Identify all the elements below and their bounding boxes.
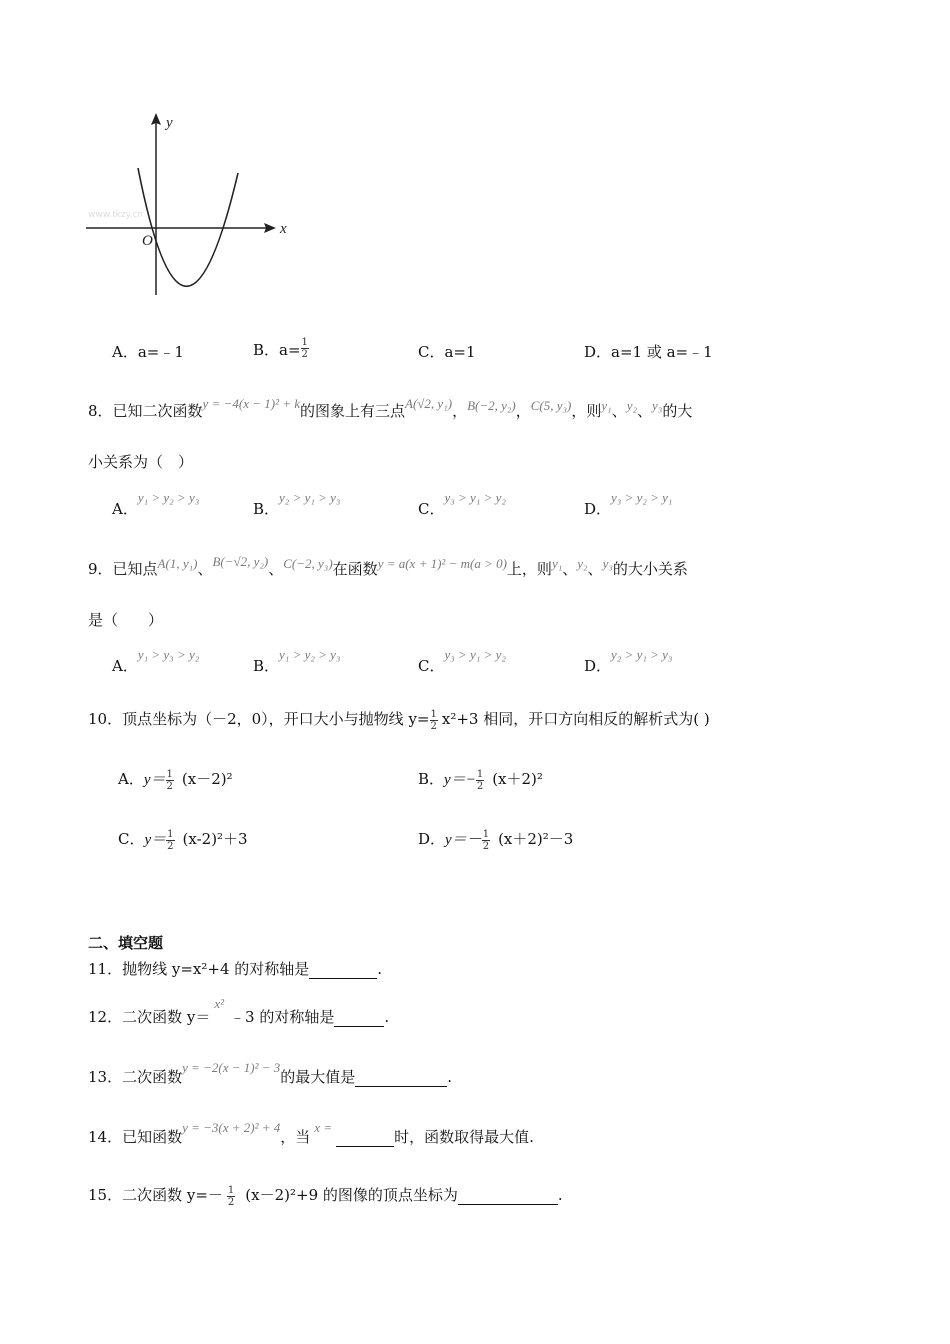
q10-suffix: x²+3 相同，开口方向相反的解析式为( ) bbox=[441, 710, 710, 728]
q7-option-d[interactable]: D．a=1 或 a=﹣1 bbox=[584, 343, 713, 361]
q8-suffix: 的大 bbox=[662, 402, 693, 420]
q8-option-a-label: A． bbox=[112, 500, 138, 518]
q9-y1: y₁ bbox=[551, 556, 563, 571]
q7-option-b[interactable] bbox=[253, 337, 309, 360]
question-12 bbox=[88, 996, 390, 1027]
q11-end: . bbox=[377, 960, 383, 978]
q8-y3: y₃ bbox=[652, 398, 663, 413]
q14-x-equals: x = bbox=[314, 1120, 333, 1135]
q8-option-c-label: C． bbox=[418, 500, 445, 518]
q15-suffix: (x－2)²+9 的图像的顶点坐标为 bbox=[245, 1186, 458, 1204]
q9-point-c: C(−2, y₃) bbox=[283, 556, 333, 571]
q11-text: 11．抛物线 y=x²+4 的对称轴是 bbox=[88, 960, 310, 978]
q9-option-a[interactable] bbox=[112, 647, 200, 676]
question-14 bbox=[88, 1120, 534, 1147]
q9-sep-1: 、 bbox=[562, 560, 578, 578]
q10-option-c[interactable] bbox=[118, 828, 248, 852]
parabola-figure bbox=[80, 105, 300, 300]
q7-option-c[interactable]: C．a=1 bbox=[418, 343, 476, 361]
q12-prefix: 12．二次函数 y＝ bbox=[88, 1008, 211, 1026]
q9-option-c-expr: y₃ > y₁ > y₂ bbox=[444, 647, 506, 662]
q9-option-d[interactable] bbox=[584, 647, 673, 676]
q10-option-c-label: C． bbox=[118, 830, 145, 848]
q9-y2: y₂ bbox=[577, 556, 588, 571]
q8-option-c-expr: y₃ > y₁ > y₂ bbox=[444, 490, 506, 505]
q7-option-b-fraction: $\frac{1}{2}$ bbox=[301, 337, 308, 360]
q8-sep-2: 、 bbox=[637, 402, 653, 420]
q12-answer-blank[interactable] bbox=[334, 1008, 384, 1027]
question-9: 9．已知点A(1, y₁)、B(−√2, y₂)、C(−2, y₃)在函数y = a(x + 1)² − m(a > 0)上，则y₁、y₂、y₃的大小关系 bbox=[88, 554, 688, 578]
q15-answer-blank[interactable] bbox=[458, 1186, 558, 1205]
q14-mid: ，当 bbox=[280, 1128, 311, 1146]
q9-option-a-expr: y₁ > y₃ > y₂ bbox=[137, 647, 200, 662]
q13-function: y = −2(x − 1)² − 3 bbox=[182, 1060, 281, 1075]
q8-line2: 小关系为（ ） bbox=[88, 453, 194, 471]
q9-middle: 在函数 bbox=[332, 560, 378, 578]
q13-suffix: 的最大值是 bbox=[280, 1068, 356, 1086]
question-10 bbox=[88, 708, 710, 732]
q9-function: y = a(x + 1)² − m(a > 0) bbox=[377, 556, 507, 571]
q12-end: . bbox=[384, 1008, 390, 1026]
q9-point-b: B(−√2, y₂) bbox=[212, 554, 269, 569]
q12-suffix: ﹣3 的对称轴是 bbox=[230, 1008, 335, 1026]
q10-option-d-fraction: $\frac{1}{2}$ bbox=[482, 828, 490, 852]
q9-option-c-label: C． bbox=[418, 657, 445, 675]
q8-option-a-expr: y₁ > y₂ > y₃ bbox=[137, 490, 200, 505]
question-11 bbox=[88, 958, 382, 979]
q10-option-b[interactable] bbox=[418, 768, 543, 792]
q15-prefix: 15．二次函数 y=－ bbox=[88, 1186, 223, 1204]
q7-option-a[interactable]: A．a=﹣1 bbox=[112, 343, 184, 361]
q8-then: ，则 bbox=[571, 402, 602, 420]
q10-option-d-tail: (x＋2)²－3 bbox=[498, 830, 574, 848]
section-2-title: 二、填空题 bbox=[88, 934, 164, 952]
q10-prefix: 10．顶点坐标为（－2，0），开口大小与抛物线 y= bbox=[88, 710, 430, 728]
q13-prefix: 13．二次函数 bbox=[88, 1068, 183, 1086]
q8-point-c: C(5, y₃) bbox=[530, 398, 572, 413]
q9-option-b-label: B． bbox=[253, 657, 280, 675]
q10-option-d-lead: y＝－ bbox=[445, 832, 482, 848]
q8-option-b[interactable] bbox=[253, 490, 341, 519]
q8-option-b-expr: y₂ > y₁ > y₃ bbox=[279, 490, 341, 505]
origin-label: O bbox=[142, 233, 153, 249]
q15-end: . bbox=[557, 1186, 563, 1204]
question-8: 8．已知二次函数y = −4(x − 1)² + k的图象上有三点A(√2, y₁)，B(−2, y₂)，C(5, y₃)，则y₁、y₂、y₃的大 bbox=[88, 396, 693, 420]
q10-option-a-lead: y＝ bbox=[143, 772, 166, 788]
q8-point-b: B(−2, y₂) bbox=[467, 398, 516, 413]
q14-answer-blank[interactable] bbox=[336, 1128, 394, 1147]
q9-option-b-expr: y₁ > y₂ > y₃ bbox=[279, 647, 341, 662]
q9-y3: y₃ bbox=[602, 556, 613, 571]
q10-option-c-tail: (x-2)²＋3 bbox=[182, 830, 248, 848]
q9-prefix: 9．已知点 bbox=[88, 560, 158, 578]
q10-option-c-fraction: $\frac{1}{2}$ bbox=[167, 828, 174, 852]
q10-option-b-tail: (x＋2)² bbox=[492, 770, 543, 788]
q8-middle: 的图象上有三点 bbox=[300, 402, 406, 420]
q8-y2: y₂ bbox=[626, 398, 638, 413]
q10-option-d[interactable] bbox=[418, 828, 573, 852]
q9-option-d-label: D． bbox=[584, 657, 612, 675]
q9-option-d-expr: y₂ > y₁ > y₃ bbox=[611, 647, 673, 662]
q10-option-b-label: B． bbox=[418, 770, 445, 788]
q8-option-a[interactable] bbox=[112, 490, 200, 519]
q8-function: y = −4(x − 1)² + k bbox=[202, 396, 301, 411]
q14-function: y = −3(x + 2)² + 4 bbox=[182, 1120, 281, 1135]
parabola-curve bbox=[138, 168, 238, 286]
q9-point-a: A(1, y₁) bbox=[157, 556, 198, 571]
q10-option-b-fraction: $\frac{1}{2}$ bbox=[476, 768, 484, 792]
q12-x-squared: x² bbox=[214, 996, 225, 1011]
q15-fraction: $\frac{1}{2}$ bbox=[227, 1184, 235, 1208]
figure-watermark: www.tkzy.cn bbox=[88, 210, 144, 220]
q8-option-d-expr: y₃ > y₂ > y₁ bbox=[611, 490, 673, 505]
q10-option-c-lead: y＝ bbox=[144, 832, 167, 848]
q10-fraction: $\frac{1}{2}$ bbox=[430, 708, 437, 732]
q9-option-a-label: A． bbox=[112, 657, 138, 675]
q7-option-b-text: B．a= bbox=[253, 341, 301, 359]
q10-option-a-tail: (x－2)² bbox=[181, 770, 233, 788]
q8-option-c[interactable] bbox=[418, 490, 506, 519]
q10-option-a[interactable] bbox=[118, 768, 233, 792]
q9-line2: 是（ ） bbox=[88, 611, 164, 629]
q9-option-c[interactable] bbox=[418, 647, 506, 676]
q14-suffix: 时，函数取得最大值. bbox=[394, 1128, 534, 1146]
q13-answer-blank[interactable] bbox=[355, 1068, 447, 1087]
q13-end: . bbox=[447, 1068, 453, 1086]
q8-option-d[interactable] bbox=[584, 490, 673, 519]
x-axis-label: x bbox=[280, 221, 287, 237]
q10-option-a-label: A． bbox=[118, 770, 144, 788]
q10-option-b-lead: y＝− bbox=[444, 772, 476, 788]
q14-prefix: 14．已知函数 bbox=[88, 1128, 183, 1146]
q9-suffix: 的大小关系 bbox=[612, 560, 688, 578]
q8-point-a: A(√2, y₁) bbox=[405, 396, 453, 411]
question-15 bbox=[88, 1184, 563, 1208]
q8-y1: y₁ bbox=[601, 398, 612, 413]
q9-sep-2: 、 bbox=[587, 560, 603, 578]
q8-option-d-label: D． bbox=[584, 500, 612, 518]
q9-then: 上，则 bbox=[506, 560, 552, 578]
q8-prefix: 8．已知二次函数 bbox=[88, 402, 203, 420]
y-axis-label: y bbox=[166, 115, 173, 131]
q10-option-a-fraction: $\frac{1}{2}$ bbox=[166, 768, 173, 792]
q11-answer-blank[interactable] bbox=[309, 960, 377, 979]
q8-option-b-label: B． bbox=[253, 500, 280, 518]
q10-option-d-label: D． bbox=[418, 830, 446, 848]
q8-sep-1: 、 bbox=[611, 402, 627, 420]
q9-option-b[interactable] bbox=[253, 647, 341, 676]
question-13 bbox=[88, 1060, 453, 1087]
